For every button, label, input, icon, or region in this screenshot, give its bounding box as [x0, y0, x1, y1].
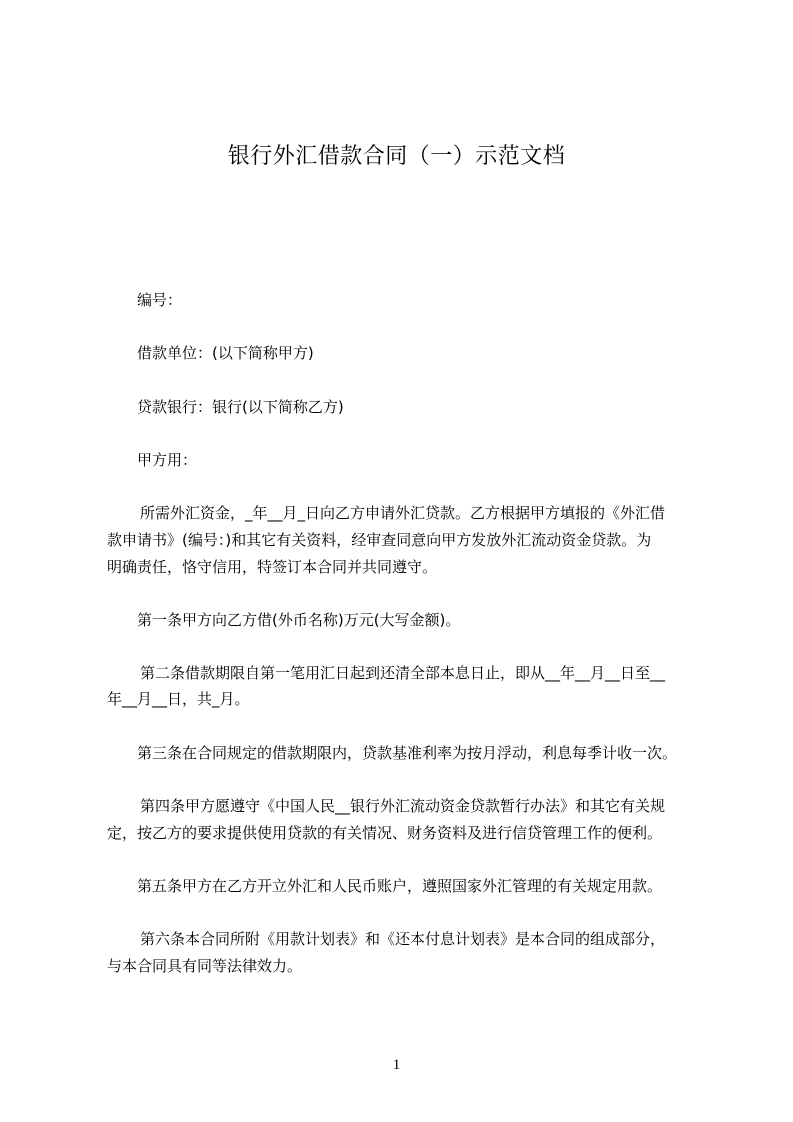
page-number: 1 — [392, 1057, 401, 1073]
article-line: 第六条本合同所附《用款计划表》和《还本付息计划表》是本合同的组成部分， — [140, 930, 666, 948]
field-party-a-use: 甲方用： — [137, 451, 198, 469]
article-line: 第二条借款期限自第一笔用汇日起到还清全部本息日止，即从__年__月__日至__ — [140, 664, 666, 682]
article-line: 第三条在合同规定的借款期限内，贷款基准利率为按月浮动，利息每季计收一次。 — [137, 744, 678, 762]
article-line: 定，按乙方的要求提供使用贷款的有关情况、财务资料及进行信贷管理工作的便利。 — [107, 824, 663, 842]
intro-line: 明确责任，恪守信用，特签订本合同并共同遵守。 — [107, 558, 438, 576]
article-line: 年__月__日，共_月。 — [107, 690, 250, 708]
field-lender: 贷款银行：银行(以下简称乙方) — [137, 398, 344, 416]
article-line: 与本合同具有同等法律效力。 — [107, 957, 303, 975]
article-line: 第四条甲方愿遵守《中国人民__银行外汇流动资金贷款暂行办法》和其它有关规 — [140, 797, 666, 815]
article-line: 第五条甲方在乙方开立外汇和人民币账户，遵照国家外汇管理的有关规定用款。 — [137, 877, 663, 895]
field-number: 编号： — [137, 291, 183, 309]
document-title: 银行外汇借款合同（一）示范文档 — [227, 144, 566, 169]
intro-line: 所需外汇资金，_年__月_日向乙方申请外汇贷款。乙方根据甲方填报的《外汇借 — [140, 504, 666, 522]
article-line: 第一条甲方向乙方借(外币名称)万元(大写金额)。 — [137, 611, 461, 629]
field-borrower: 借款单位：(以下简称甲方) — [137, 344, 314, 362]
intro-line: 款申请书》(编号：)和其它有关资料，经审查同意向甲方发放外汇流动资金贷款。为 — [107, 531, 652, 549]
